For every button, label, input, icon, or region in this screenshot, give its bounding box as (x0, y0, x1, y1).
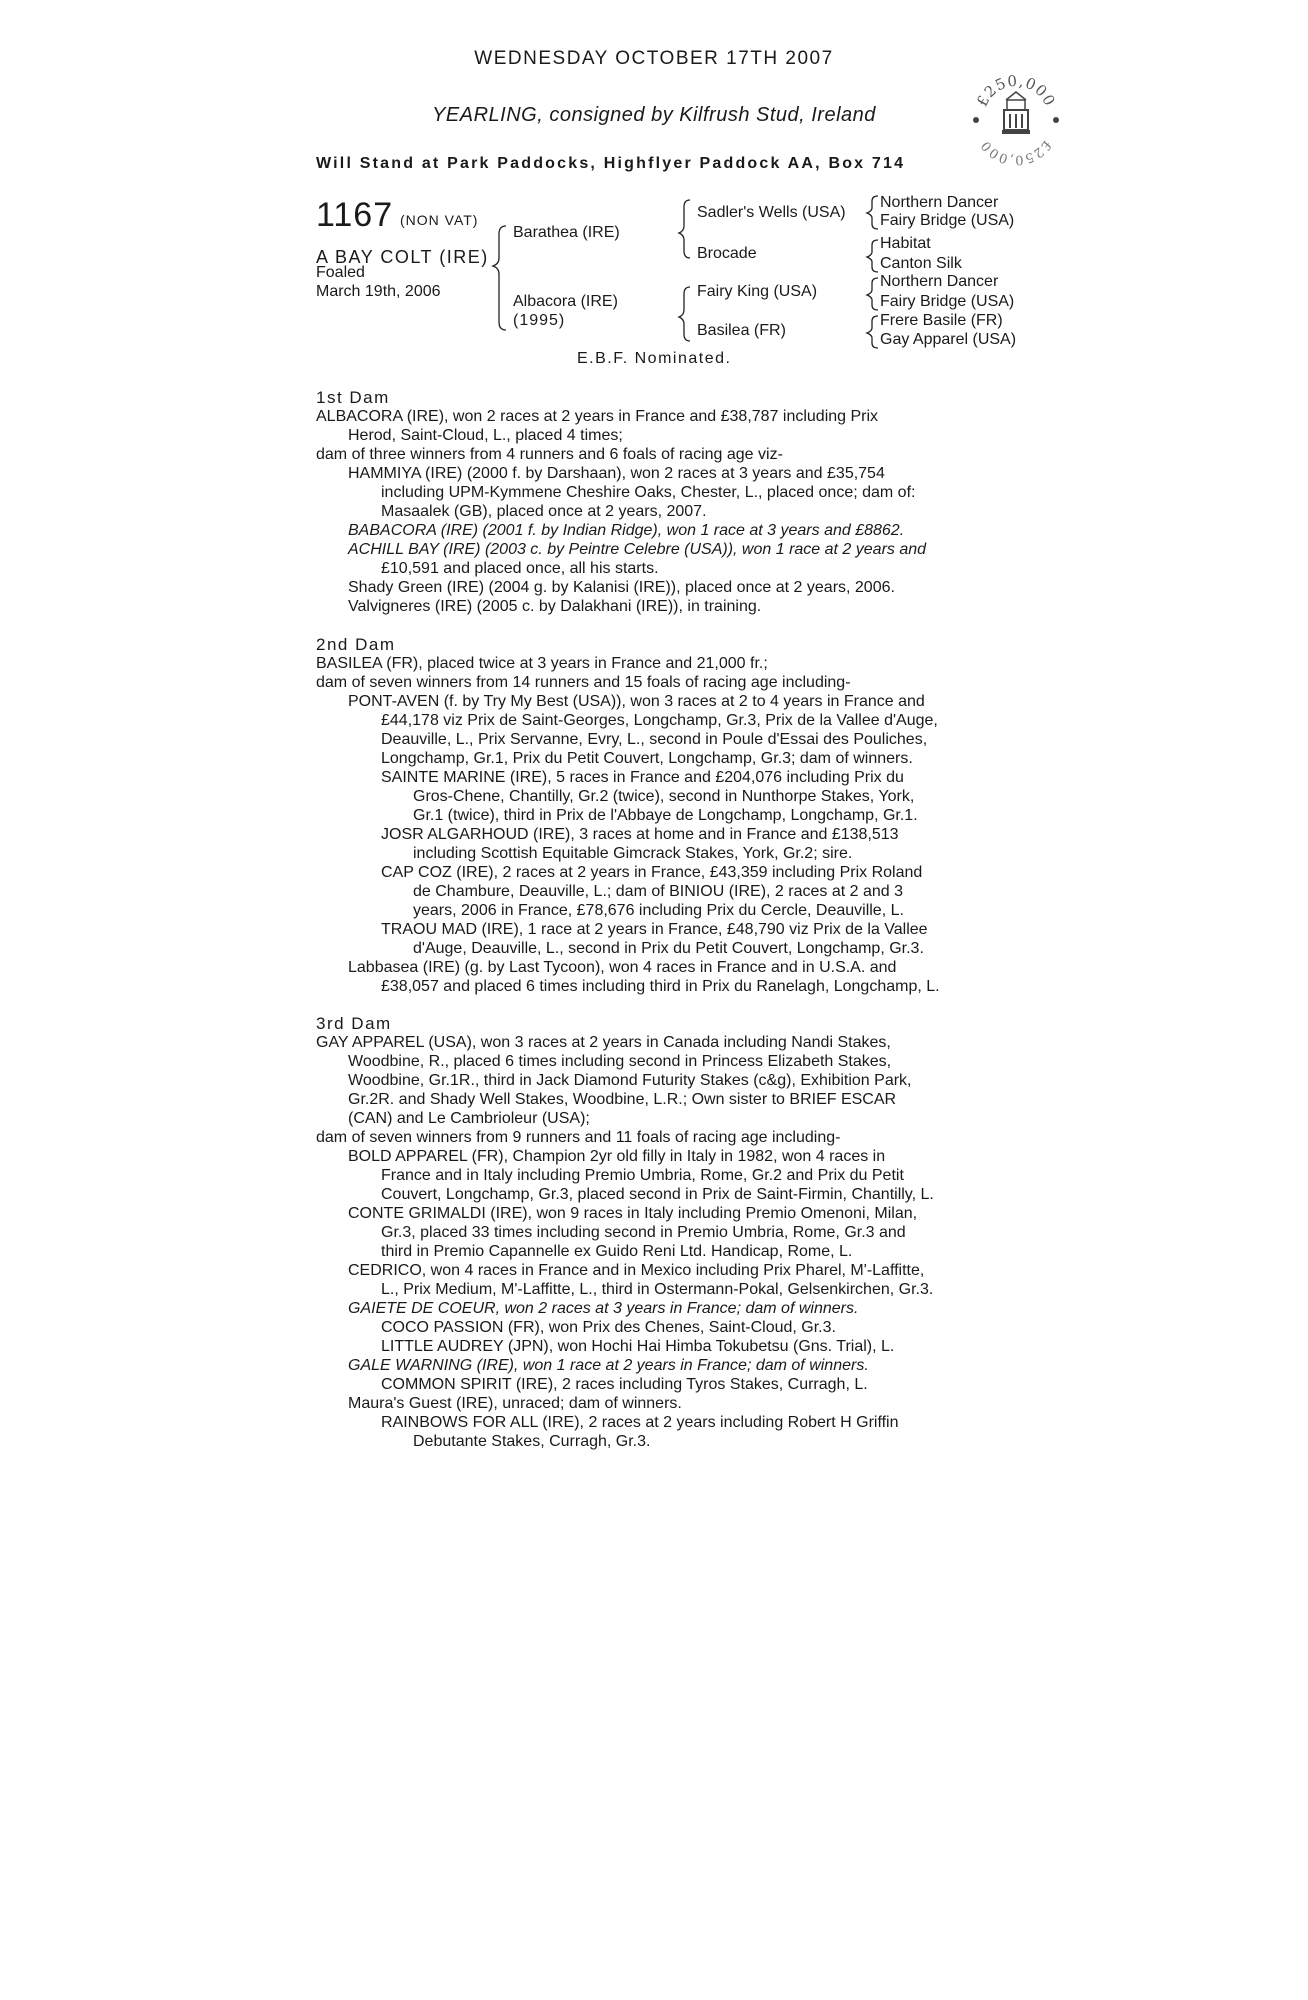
pedigree-sire: Barathea (IRE) (513, 224, 620, 241)
first-dam-heading: 1st Dam (316, 388, 390, 407)
pedigree-dam-year: (1995) (513, 312, 566, 329)
second-dam-line: JOSR ALGARHOUD (IRE), 3 races at home and in France and £138,513 (381, 826, 899, 843)
pedigree-brace-dam (679, 287, 690, 341)
second-dam-line: PONT-AVEN (f. by Try My Best (USA)), won 3 races at 2 to 4 years in France and (348, 693, 925, 710)
third-dam-line: Gr.3, placed 33 times including second in Premio Umbria, Rome, Gr.3 and (381, 1224, 906, 1241)
third-dam-line: COMMON SPIRIT (IRE), 2 races including Tyros Stakes, Curragh, L. (381, 1376, 868, 1393)
pedigree-sire-sire: Sadler's Wells (USA) (697, 204, 846, 221)
pedigree-brace-g56 (867, 278, 878, 310)
second-dam-line: £44,178 viz Prix de Saint-Georges, Longchamp, Gr.3, Prix de la Vallee d'Auge, (381, 712, 938, 729)
second-dam-line: £38,057 and placed 6 times including third in Prix du Ranelagh, Longchamp, L. (381, 978, 940, 995)
foaled-date: March 19th, 2006 (316, 283, 441, 300)
first-dam-line: ALBACORA (IRE), won 2 races at 2 years in France and £38,787 including Prix (316, 408, 879, 425)
first-dam-line: Herod, Saint-Cloud, L., placed 4 times; (348, 427, 623, 444)
second-dam-line: Deauville, L., Prix Servanne, Evry, L., second in Poule d'Essai des Pouliches, (381, 731, 928, 748)
foaled-label: Foaled (316, 264, 365, 281)
third-dam-line: Debutante Stakes, Curragh, Gr.3. (413, 1433, 651, 1450)
stand-location: Will Stand at Park Paddocks, Highflyer Paddock AA, Box 714 (316, 155, 906, 172)
second-dam-line: TRAOU MAD (IRE), 1 race at 2 years in France, £48,790 viz Prix de la Vallee (381, 921, 928, 938)
second-dam-line: de Chambure, Deauville, L.; dam of BINIOU (IRE), 2 races at 2 and 3 (413, 883, 903, 900)
third-dam-heading: 3rd Dam (316, 1014, 392, 1033)
third-dam-line: Woodbine, R., placed 6 times including second in Princess Elizabeth Stakes, (348, 1053, 892, 1070)
third-dam-line: Couvert, Longchamp, Gr.3, placed second in Prix de Saint-Firmin, Chantilly, L. (381, 1186, 934, 1203)
first-dam-line: HAMMIYA (IRE) (2000 f. by Darshaan), won 2 races at 3 years and £35,754 (348, 465, 885, 482)
pedigree-g7: Frere Basile (FR) (880, 312, 1003, 329)
third-dam-line: Gr.2R. and Shady Well Stakes, Woodbine, L.R.; Own sister to BRIEF ESCAR (348, 1091, 897, 1108)
pedigree-g6: Fairy Bridge (USA) (880, 293, 1015, 310)
seal-text-bottom: £250,000 (977, 137, 1055, 166)
pedigree-sire-dam: Brocade (697, 245, 757, 262)
third-dam-line: GAY APPAREL (USA), won 3 races at 2 years in Canada including Nandi Stakes, (316, 1034, 891, 1051)
second-dam-line: BASILEA (FR), placed twice at 3 years in France and 21,000 fr.; (316, 655, 768, 672)
pedigree-brace-g78 (867, 316, 878, 348)
third-dam-line: GALE WARNING (IRE), won 1 race at 2 years in France; dam of winners. (348, 1357, 869, 1374)
vat-status: (NON VAT) (400, 212, 479, 228)
first-dam-line: including UPM-Kymmene Cheshire Oaks, Chester, L., placed once; dam of: (381, 484, 916, 501)
ebf-nominated: E.B.F. Nominated. (577, 350, 732, 367)
pedigree-brace-g12 (867, 196, 878, 229)
consignor-line: YEARLING, consigned by Kilfrush Stud, Ireland (432, 104, 876, 126)
third-dam-line: RAINBOWS FOR ALL (IRE), 2 races at 2 years including Robert H Griffin (381, 1414, 899, 1431)
pedigree-g8: Gay Apparel (USA) (880, 331, 1017, 348)
third-dam-section (316, 1014, 934, 1451)
third-dam-line: COCO PASSION (FR), won Prix des Chenes, Saint-Cloud, Gr.3. (381, 1319, 836, 1336)
third-dam-line: Maura's Guest (IRE), unraced; dam of winners. (348, 1395, 682, 1412)
third-dam-line: GAIETE DE COEUR, won 2 races at 3 years in France; dam of winners. (348, 1300, 859, 1317)
third-dam-line: dam of seven winners from 9 runners and 11 foals of racing age including- (316, 1129, 841, 1146)
second-dam-line: Longchamp, Gr.1, Prix du Petit Couvert, Longchamp, Gr.3; dam of winners. (381, 750, 913, 767)
second-dam-section (316, 635, 940, 996)
first-dam-line: BABACORA (IRE) (2001 f. by Indian Ridge), won 1 race at 3 years and £8862. (348, 522, 905, 539)
third-dam-line: France and in Italy including Premio Umbria, Rome, Gr.2 and Prix du Petit (381, 1167, 904, 1184)
second-dam-line: years, 2006 in France, £78,676 including Prix du Cercle, Deauville, L. (413, 902, 904, 919)
first-dam-line: Shady Green (IRE) (2004 g. by Kalanisi (IRE)), placed once at 2 years, 2006. (348, 579, 895, 596)
pedigree-brace-main (493, 226, 506, 330)
second-dam-line: CAP COZ (IRE), 2 races at 2 years in France, £43,359 including Prix Roland (381, 864, 923, 881)
pedigree-brace-g34 (867, 240, 878, 272)
first-dam-line: ACHILL BAY (IRE) (2003 c. by Peintre Celebre (USA)), won 1 race at 2 years and (348, 541, 927, 558)
first-dam-section (316, 388, 927, 616)
seal-text-top: £250,000 (972, 71, 1060, 110)
second-dam-line: d'Auge, Deauville, L., second in Prix du Petit Couvert, Longchamp, Gr.3. (413, 940, 924, 957)
second-dam-line: Gr.1 (twice), third in Prix de l'Abbaye de Longchamp, Longchamp, Gr.1. (413, 807, 918, 824)
second-dam-line: SAINTE MARINE (IRE), 5 races in France and £204,076 including Prix du (381, 769, 904, 786)
third-dam-line: L., Prix Medium, M'-Laffitte, L., third in Ostermann-Pokal, Gelsenkirchen, Gr.3. (381, 1281, 934, 1298)
second-dam-line: Gros-Chene, Chantilly, Gr.2 (twice), second in Nunthorpe Stakes, York, (413, 788, 915, 805)
first-dam-line: Valvigneres (IRE) (2005 c. by Dalakhani (IRE)), in training. (348, 598, 762, 615)
third-dam-line: LITTLE AUDREY (JPN), won Hochi Hai Himba Tokubetsu (Gns. Trial), L. (381, 1338, 895, 1355)
first-dam-line: £10,591 and placed once, all his starts. (381, 560, 659, 577)
second-dam-line: dam of seven winners from 14 runners and 15 foals of racing age including- (316, 674, 851, 691)
second-dam-line: including Scottish Equitable Gimcrack Stakes, York, Gr.2; sire. (413, 845, 853, 862)
lot-title: A BAY COLT (IRE) (316, 247, 489, 267)
third-dam-line: CONTE GRIMALDI (IRE), won 9 races in Italy including Premio Omenoni, Milan, (348, 1205, 918, 1222)
pedigree-dam-dam: Basilea (FR) (697, 322, 786, 339)
third-dam-line: Woodbine, Gr.1R., third in Jack Diamond Futurity Stakes (c&g), Exhibition Park, (348, 1072, 912, 1089)
third-dam-line: CEDRICO, won 4 races in France and in Mexico including Prix Pharel, M'-Laffitte, (348, 1262, 925, 1279)
lot-number: 1167 (316, 196, 394, 234)
first-dam-line: Masaalek (GB), placed once at 2 years, 2007. (381, 503, 707, 520)
sale-date: WEDNESDAY OCTOBER 17TH 2007 (474, 48, 834, 69)
pedigree-g3: Habitat (880, 235, 931, 252)
pedigree-dam: Albacora (IRE) (513, 293, 618, 310)
first-dam-line: dam of three winners from 4 runners and 6 foals of racing age viz- (316, 446, 783, 463)
pedigree-g1: Northern Dancer (880, 194, 999, 211)
pedigree-g5: Northern Dancer (880, 273, 999, 290)
second-dam-line: Labbasea (IRE) (g. by Last Tycoon), won 4 races in France and in U.S.A. and (348, 959, 897, 976)
pedigree-braces (0, 0, 1308, 360)
pedigree-brace-sire (679, 200, 690, 258)
pedigree-dam-sire: Fairy King (USA) (697, 283, 818, 300)
third-dam-line: third in Premio Capannelle ex Guido Reni Ltd. Handicap, Rome, L. (381, 1243, 853, 1260)
third-dam-line: (CAN) and Le Cambrioleur (USA); (348, 1110, 590, 1127)
third-dam-line: BOLD APPAREL (FR), Champion 2yr old filly in Italy in 1982, won 4 races in (348, 1148, 886, 1165)
pedigree-g2: Fairy Bridge (USA) (880, 212, 1015, 229)
pedigree-g4: Canton Silk (880, 255, 962, 272)
second-dam-heading: 2nd Dam (316, 635, 396, 654)
